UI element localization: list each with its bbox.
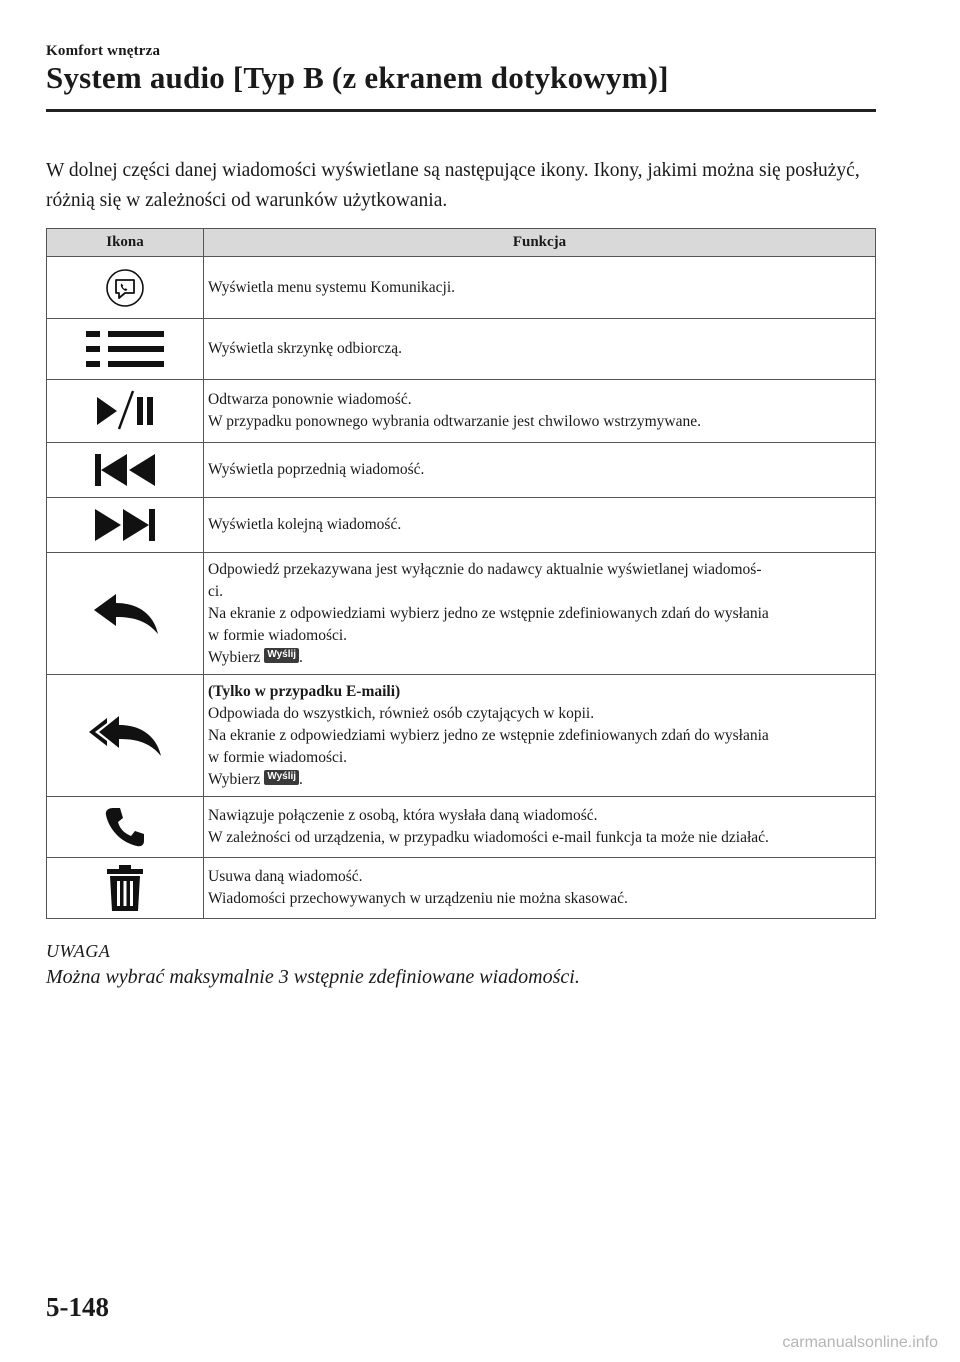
icon-cell	[47, 380, 204, 443]
function-text: Odpowiedź przekazywana jest wyłącznie do nadawcy aktualnie wyświetlanej wiadomoś-	[208, 560, 762, 578]
function-text: Wyświetla poprzednią wiadomość.	[208, 461, 425, 478]
play-pause-icon	[93, 389, 157, 433]
column-header-icon: Ikona	[47, 229, 204, 257]
icon-function-table	[46, 228, 876, 919]
function-text: Wyświetla menu systemu Komunikacji.	[208, 278, 456, 296]
function-cell	[204, 858, 876, 919]
section-label: Komfort wnętrza	[46, 43, 161, 59]
select-prefix: Wybierz	[208, 648, 261, 666]
function-cell	[204, 319, 876, 380]
icon-cell	[47, 553, 204, 675]
icon-cell	[47, 675, 204, 797]
table-row	[47, 858, 876, 919]
table-row	[47, 319, 876, 380]
reply-icon	[90, 592, 160, 636]
function-text: Nawiązuje połączenie z osobą, która wysłała daną wiadomość.	[208, 807, 598, 824]
function-text: Usuwa daną wiadomość.	[208, 868, 363, 885]
next-icon	[93, 505, 157, 545]
icon-cell	[47, 443, 204, 498]
select-prefix: Wybierz	[208, 770, 261, 788]
table-row	[47, 498, 876, 553]
function-text: Odpowiada do wszystkich, również osób czytających w kopii.	[208, 704, 595, 722]
function-text: w formie wiadomości.	[208, 748, 348, 766]
function-cell	[204, 380, 876, 443]
icon-cell	[47, 858, 204, 919]
table-row	[47, 797, 876, 858]
page-number: 5-148	[46, 1292, 109, 1322]
table-row	[47, 553, 876, 675]
table-row	[47, 380, 876, 443]
table-row	[47, 675, 876, 797]
table-header-row	[47, 229, 876, 257]
function-cell	[204, 443, 876, 498]
select-suffix: .	[299, 648, 303, 666]
note-title: UWAGA	[46, 941, 111, 961]
select-instruction	[208, 647, 869, 669]
communication-menu-icon	[105, 268, 145, 308]
icon-cell	[47, 797, 204, 858]
icon-cell	[47, 319, 204, 380]
select-instruction	[208, 769, 869, 791]
send-button-image: Wyślij	[264, 770, 299, 785]
function-text: Wiadomości przechowywanych w urządzeniu nie można skasować.	[208, 890, 628, 907]
send-button-image: Wyślij	[264, 648, 299, 663]
table-row	[47, 257, 876, 319]
function-text: Odtwarza ponownie wiadomość.	[208, 391, 412, 408]
function-text-bold: (Tylko w przypadku E-maili)	[208, 682, 401, 700]
icon-cell	[47, 257, 204, 319]
select-suffix: .	[299, 770, 303, 788]
function-cell	[204, 675, 876, 797]
page-title: System audio [Typ B (z ekranem dotykowym)]	[46, 60, 669, 95]
function-text: Na ekranie z odpowiedziami wybierz jedno ze wstępnie zdefiniowanych zdań do wysłania	[208, 726, 769, 744]
phone-icon	[103, 805, 147, 849]
function-text: Wyświetla kolejną wiadomość.	[208, 516, 402, 533]
intro-paragraph: W dolnej części danej wiadomości wyświetlane są następujące ikony. Ikony, jakimi można się posłużyć, różnią się w zależności od warunków użytkowania.	[46, 160, 860, 211]
function-text: Na ekranie z odpowiedziami wybierz jedno ze wstępnie zdefiniowanych zdań do wysłania	[208, 604, 769, 622]
function-text: Wyświetla skrzynkę odbiorczą.	[208, 340, 403, 357]
function-text: W przypadku ponownego wybrania odtwarzanie jest chwilowo wstrzymywane.	[208, 413, 701, 430]
watermark: carmanualsonline.info	[782, 1334, 938, 1351]
previous-icon	[93, 450, 157, 490]
function-text: ci.	[208, 582, 224, 600]
note-text: Można wybrać maksymalnie 3 wstępnie zdefiniowane wiadomości.	[46, 966, 580, 988]
function-cell	[204, 797, 876, 858]
function-text: w formie wiadomości.	[208, 626, 348, 644]
reply-all-icon	[87, 714, 163, 758]
table-row	[47, 443, 876, 498]
column-header-function: Funkcja	[204, 229, 876, 257]
trash-icon	[105, 864, 145, 912]
function-cell	[204, 257, 876, 319]
icon-cell	[47, 498, 204, 553]
function-cell	[204, 553, 876, 675]
function-text: W zależności od urządzenia, w przypadku wiadomości e-mail funkcja ta może nie działać.	[208, 829, 769, 846]
title-divider	[46, 109, 876, 112]
inbox-list-icon	[84, 329, 166, 369]
function-cell	[204, 498, 876, 553]
